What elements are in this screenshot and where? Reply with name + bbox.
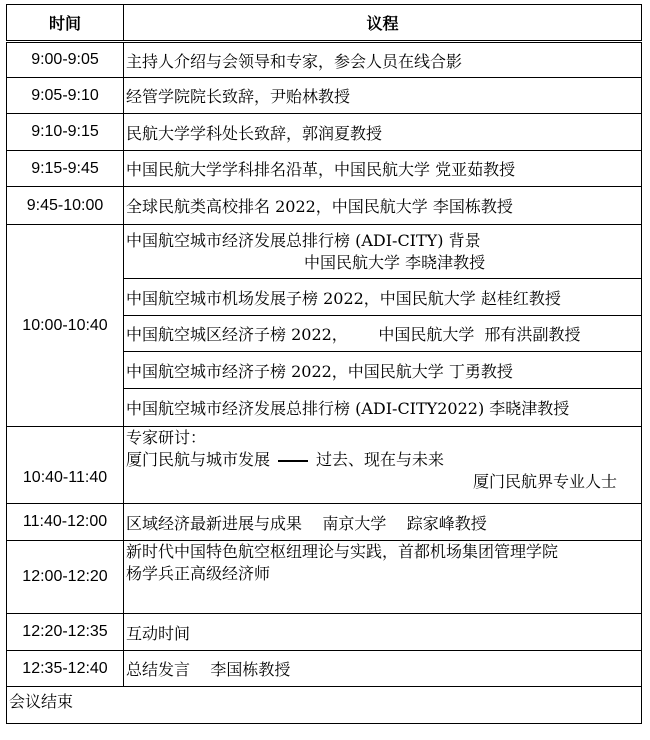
agenda-cell: 中国民航大学学科排名沿革，中国民航大学 党亚茹教授: [124, 151, 642, 187]
time-cell: 12:00-12:20: [7, 541, 124, 614]
agenda-cell: 全球民航类高校排名 2022，中国民航大学 李国栋教授: [124, 187, 642, 225]
agenda-cell: [124, 427, 642, 504]
time-cell: 10:00-10:40: [7, 225, 124, 427]
agenda-cell: 中国航空城市经济发展总排行榜 (ADI-CITY2022) 李晓津教授: [124, 389, 642, 427]
agenda-text: 过去、现在与未来: [316, 450, 445, 469]
table-header-row: [7, 5, 642, 42]
table-row: [7, 504, 642, 541]
time-cell: 9:00-9:05: [7, 42, 124, 78]
agenda-line: 新时代中国特色航空枢纽理论与实践，首都机场集团管理学院: [126, 542, 559, 561]
table-row: [7, 427, 642, 504]
agenda-line: 中国民航大学 李晓津教授: [304, 252, 486, 272]
table-row: [7, 78, 642, 114]
agenda-cell: 中国航空城区经济子榜 2022， 中国民航大学 邢有洪副教授: [124, 316, 642, 352]
time-cell: 12:20-12:35: [7, 614, 124, 651]
table-row: [7, 651, 642, 687]
dash-divider: [278, 460, 308, 462]
table-row: [7, 187, 642, 225]
agenda-document: [6, 4, 642, 724]
footer-row: [7, 687, 642, 724]
agenda-cell: 区域经济最新进展与成果 南京大学 踪家峰教授: [124, 504, 642, 541]
time-cell: 9:05-9:10: [7, 78, 124, 114]
agenda-line: [126, 449, 641, 471]
table-row: [7, 225, 642, 279]
agenda-line: 专家研讨：: [126, 428, 207, 447]
agenda-cell: 总结发言 李国栋教授: [124, 651, 642, 687]
table-row: [7, 42, 642, 78]
agenda-line: 中国航空城市经济发展总排行榜 (ADI-CITY) 背景: [126, 230, 481, 250]
time-cell: 9:45-10:00: [7, 187, 124, 225]
table-row: [7, 614, 642, 651]
agenda-cell: 经管学院院长致辞，尹贻林教授: [124, 78, 642, 114]
agenda-cell: [124, 225, 642, 279]
table-row: [7, 541, 642, 614]
time-cell: 12:35-12:40: [7, 651, 124, 687]
table-row: [7, 151, 642, 187]
time-column-header: 时间: [7, 5, 124, 42]
agenda-line: 杨学兵正高级经济师: [126, 564, 271, 583]
agenda-text: 厦门民航与城市发展: [126, 450, 271, 469]
meeting-end-text: 会议结束: [7, 687, 642, 724]
time-cell: 9:15-9:45: [7, 151, 124, 187]
agenda-cell: [124, 541, 642, 614]
time-cell: 10:40-11:40: [7, 427, 124, 504]
agenda-cell: 中国航空城市经济子榜 2022，中国民航大学 丁勇教授: [124, 352, 642, 389]
agenda-table: [6, 4, 642, 724]
agenda-column-header: 议程: [124, 5, 642, 42]
agenda-cell: 互动时间: [124, 614, 642, 651]
agenda-cell: 中国航空城市机场发展子榜 2022，中国民航大学 赵桂红教授: [124, 279, 642, 316]
agenda-cell: 主持人介绍与会领导和专家，参会人员在线合影: [124, 42, 642, 78]
agenda-cell: 民航大学学科处长致辞，郭润夏教授: [124, 114, 642, 151]
time-cell: 9:10-9:15: [7, 114, 124, 151]
table-row: [7, 114, 642, 151]
agenda-line: 厦门民航界专业人士: [472, 472, 617, 491]
time-cell: 11:40-12:00: [7, 504, 124, 541]
